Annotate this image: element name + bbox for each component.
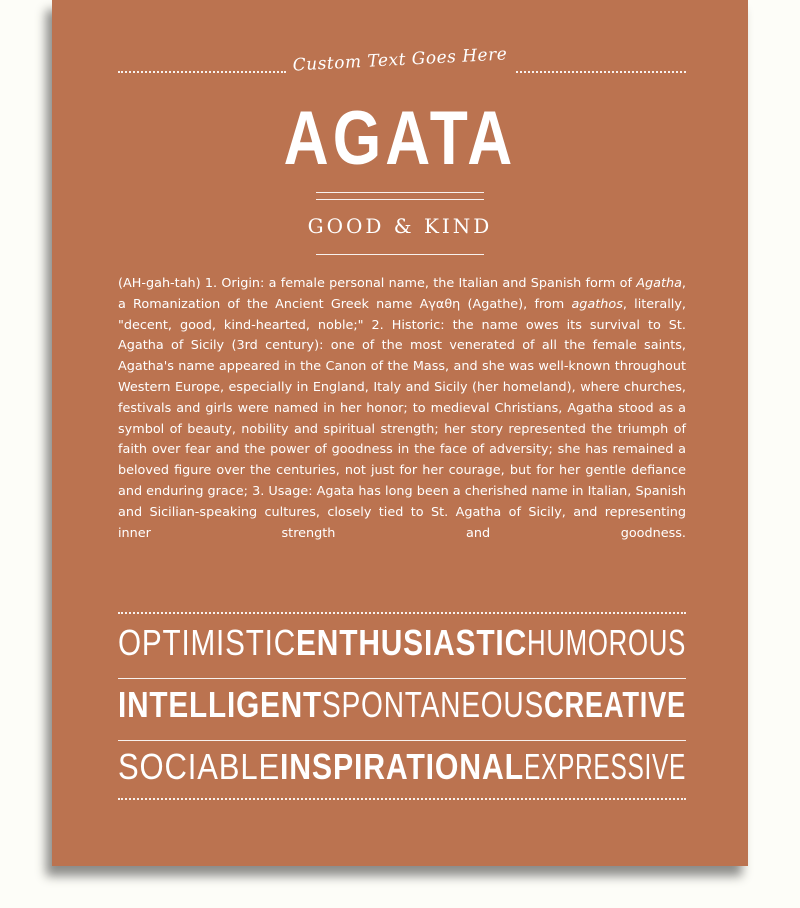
- traits-rule-2: [118, 740, 686, 741]
- trait-row-2: [118, 684, 686, 726]
- name-meaning: GOOD & KIND: [307, 214, 493, 238]
- trait: CREATIVE: [544, 684, 686, 725]
- header-dotted-rule-right: [516, 71, 686, 73]
- traits-rule-1: [118, 678, 686, 679]
- name-definition: [118, 274, 686, 544]
- trait: INSPIRATIONAL: [280, 746, 524, 787]
- traits-dotted-rule-top: [118, 612, 686, 614]
- trait: ENTHUSIASTIC: [296, 622, 527, 663]
- trait-row-1: [118, 622, 686, 664]
- trait: SOCIABLE: [118, 746, 280, 787]
- definition-text-1: (AH-gah-tah) 1. Origin: a female personal name, the Italian and Spanish form of: [118, 276, 637, 291]
- trait: HUMOROUS: [527, 622, 686, 663]
- definition-text-2: , a Romanization of the Ancient Greek name Αγαθη (Agathe), from: [118, 276, 686, 312]
- definition-agathos: agathos: [571, 296, 623, 312]
- custom-text: Custom Text Goes Here: [292, 44, 508, 76]
- trait: EXPRESSIVE: [524, 746, 686, 787]
- name-title: AGATA: [283, 96, 517, 181]
- name-poster: [52, 0, 748, 866]
- meaning-rule-bottom: [316, 254, 484, 255]
- traits-dotted-rule-bottom: [118, 798, 686, 800]
- trait: SPONTANEOUS: [322, 684, 544, 725]
- title-rule-top-2: [316, 199, 484, 200]
- title-rule-top: [316, 192, 484, 193]
- definition-agatha: Agatha: [636, 276, 682, 291]
- trait: OPTIMISTIC: [118, 622, 296, 663]
- trait-row-3: [118, 746, 686, 788]
- trait: INTELLIGENT: [118, 684, 322, 725]
- definition-text-3: , literally, "decent, good, kind-hearted, noble;" 2. Historic: the name owes its survival to St. Agatha of Sicily (3rd century): one of the most venerated of all the female saints, Agatha's name appeared in the Canon of the Mass, and she was well-known throughout Western Europe, especially in England, Italy and Sicily (her homeland), where churches, festivals and girls were named in her honor; to medieval Christians, Agatha stood as a symbol of beauty, nobility and spiritual strength; her story represented the triumph of faith over fear and the power of goodness in the face of adversity; she has remained a beloved figure over the centuries, not just for her courage, but for her gentle defiance and enduring grace; 3. Usage: Agata has long been a cherished name in Italian, Spanish and Sicilian-speaking cultures, closely tied to St. Agatha of Sicily, and representing inner strength and goodness.: [118, 296, 686, 541]
